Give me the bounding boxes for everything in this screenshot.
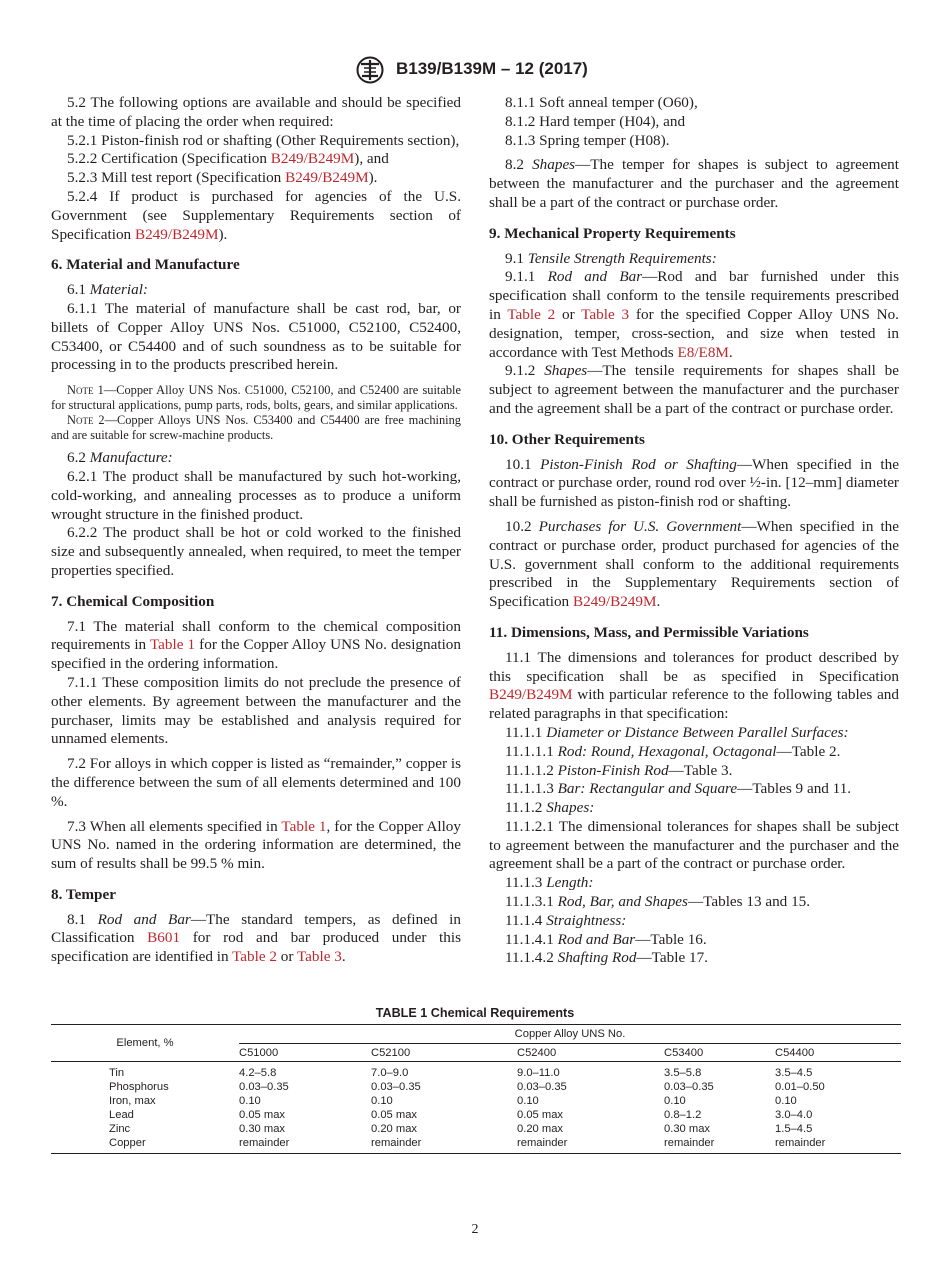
value-cell: 0.20 max <box>517 1123 564 1135</box>
left-column <box>51 94 461 967</box>
section-8-1: 8.1 Rod and Bar—The standard tempers, as defined in Classification B601 for rod and bar produced under this specification are identified in Table 2 or Table 3. <box>51 910 461 966</box>
link-table-2[interactable]: Table 2 <box>507 305 556 323</box>
value-cell: 0.05 max <box>517 1109 564 1121</box>
section-11-1-2-1: 11.1.2.1 The dimensional tolerances for shapes shall be subject to agreement between the manufacturer and the purchaser and the agreement shall be a part of the contract or purchase order. <box>489 817 899 873</box>
value-cell: 0.03–0.35 <box>517 1081 567 1093</box>
link-b249[interactable]: B249/B249M <box>134 225 219 243</box>
section-11-1-1-3: 11.1.1.3 Bar: Rectangular and Square—Tables 9 and 11. <box>505 780 852 798</box>
value-cell: 0.10 <box>517 1095 539 1107</box>
value-cell: 3.5–5.8 <box>664 1067 702 1079</box>
element-name-cell: Iron, max <box>109 1095 156 1107</box>
alloy-group-header: Copper Alloy UNS No. <box>239 1025 901 1044</box>
link-b249[interactable]: B249/B249M <box>572 593 657 611</box>
element-header: Element, % <box>51 1025 239 1062</box>
section-11-1-1: 11.1.1 Diameter or Distance Between Parallel Surfaces: <box>505 723 849 741</box>
section-11-1-3: 11.1.3 Length: <box>505 874 594 892</box>
link-table-2[interactable]: Table 2 <box>232 948 277 966</box>
alloy-header: C52100 <box>371 1044 517 1062</box>
section-6-1: 6.1 Material: <box>67 281 148 299</box>
value-cell: 0.10 <box>239 1095 261 1107</box>
value-cell: 0.05 max <box>239 1109 286 1121</box>
section-11-1-4: 11.1.4 Straightness: <box>505 911 627 929</box>
value-cell: 0.30 max <box>664 1123 711 1135</box>
table-row <box>51 1094 901 1108</box>
section-9-1: 9.1 Tensile Strength Requirements: <box>505 249 717 267</box>
section-9-1-2: 9.1.2 Shapes—The tensile requirements for shapes shall be subject to agreement between the manufacturer and the purchaser and the agreement shall be a part of the contract or purchase order. <box>489 362 899 417</box>
value-cell: 0.03–0.35 <box>664 1081 714 1093</box>
heading-10: 10. Other Requirements <box>489 430 645 448</box>
section-8-1-1: 8.1.1 Soft anneal temper (O60), <box>505 94 698 111</box>
heading-9: 9. Mechanical Property Requirements <box>489 224 736 242</box>
value-cell: remainder <box>371 1136 517 1154</box>
section-11-1-1-1: 11.1.1.1 Rod: Round, Hexagonal, Octagonal—Table 2. <box>505 742 841 760</box>
alloy-header: C53400 <box>664 1044 775 1062</box>
page-header <box>0 58 950 82</box>
chemical-requirements-table <box>51 1024 901 1154</box>
heading-7: 7. Chemical Composition <box>51 592 215 610</box>
table-row <box>51 1136 901 1154</box>
link-e8[interactable]: E8/E8M <box>677 343 729 361</box>
section-11-1: 11.1 The dimensions and tolerances for product described by this specification shall be as specified in Specification B249/B249M with particular reference to the following tables and related paragraphs in that specification: <box>489 648 899 723</box>
value-cell: 0.8–1.2 <box>664 1109 702 1121</box>
table-row <box>51 1080 901 1094</box>
section-6-2-1: 6.2.1 The product shall be manufactured by such hot-working, cold-working, and annealing processes as to produce a uniform wrought structure in the finished product. <box>51 467 461 523</box>
section-11-1-3-1: 11.1.3.1 Rod, Bar, and Shapes—Tables 13 and 15. <box>505 893 811 911</box>
section-11-1-2: 11.1.2 Shapes: <box>505 799 595 817</box>
value-cell: 0.03–0.35 <box>239 1081 289 1093</box>
link-table-1[interactable]: Table 1 <box>281 817 327 835</box>
table-row <box>51 1122 901 1136</box>
section-6-2-2: 6.2.2 The product shall be hot or cold worked to the finished size and subsequently annealed, when required, to meet the temper properties specified. <box>51 524 461 579</box>
section-11-1-1-2: 11.1.1.2 Piston-Finish Rod—Table 3. <box>505 761 733 779</box>
astm-logo-icon <box>353 56 387 84</box>
value-cell: 0.05 max <box>371 1109 418 1121</box>
right-column <box>489 94 899 968</box>
heading-8: 8. Temper <box>51 885 116 903</box>
value-cell: 0.20 max <box>371 1123 418 1135</box>
element-name-cell: Lead <box>109 1109 134 1121</box>
section-5-2-1: 5.2.1 Piston-finish rod or shafting (Other Requirements section), <box>67 131 460 149</box>
section-8-1-3: 8.1.3 Spring temper (H08). <box>505 131 670 149</box>
section-5-2-2: 5.2.2 Certification (Specification B249/B249M), and <box>67 150 389 168</box>
note-1: Note 1—Copper Alloy UNS Nos. C51000, C52100, and C52400 are suitable for structural applications, pump parts, rods, bolts, gears, and similar applications. <box>51 383 461 413</box>
value-cell: 0.01–0.50 <box>775 1081 825 1093</box>
alloy-header: C52400 <box>517 1044 664 1062</box>
value-cell: 7.0–9.0 <box>371 1067 409 1079</box>
value-cell: remainder <box>239 1136 371 1154</box>
value-cell: 0.10 <box>664 1095 686 1107</box>
section-10-2: 10.2 Purchases for U.S. Government—When specified in the contract or purchase order, product purchased for agencies of the U.S. government shall conform to the additional requirements prescribed in the Supplementary Requirements section of Specification B249/B249M. <box>489 517 899 611</box>
value-cell: remainder <box>517 1136 664 1154</box>
value-cell: 1.5–4.5 <box>775 1123 813 1135</box>
section-11-1-4-2: 11.1.4.2 Shafting Rod—Table 17. <box>505 949 708 967</box>
alloy-header: C54400 <box>775 1044 901 1062</box>
section-7-3: 7.3 When all elements specified in Table 1, for the Copper Alloy UNS No. named in the ordering information are determined, the sum of results shall be 99.5 % min. <box>51 817 461 873</box>
standard-designation: B139/B139M – 12 (2017) <box>396 59 588 78</box>
heading-11: 11. Dimensions, Mass, and Permissible Variations <box>489 623 809 641</box>
table-row <box>51 1062 901 1081</box>
link-b601[interactable]: B601 <box>147 929 181 947</box>
value-cell: 0.10 <box>775 1095 797 1107</box>
heading-6: 6. Material and Manufacture <box>51 256 240 274</box>
section-8-2: 8.2 Shapes—The temper for shapes is subject to agreement between the manufacturer and the purchaser and the agreement shall be a part of the contract or purchase order. <box>489 156 899 211</box>
value-cell: 3.0–4.0 <box>775 1109 813 1121</box>
section-7-1: 7.1 The material shall conform to the chemical composition requirements in Table 1 for the Copper Alloy UNS No. designation specified in the ordering information. <box>51 617 461 673</box>
page-number: 2 <box>471 1222 479 1237</box>
section-7-2: 7.2 For alloys in which copper is listed as “remainder,” copper is the difference between the sum of all elements determined and 100 %. <box>51 755 461 810</box>
element-name-cell: Copper <box>51 1136 239 1154</box>
section-10-1: 10.1 Piston-Finish Rod or Shafting—When specified in the contract or purchase order, round rod over ½-in. [12–mm] diameter shall be furnished as piston-finish rod or shafting. <box>489 455 899 511</box>
element-name-cell: Zinc <box>109 1123 131 1135</box>
value-cell: 3.5–4.5 <box>775 1067 813 1079</box>
link-b249[interactable]: B249/B249M <box>285 169 369 187</box>
alloy-header: C51000 <box>239 1044 371 1062</box>
link-table-3[interactable]: Table 3 <box>296 948 342 966</box>
section-7-1-1: 7.1.1 These composition limits do not preclude the presence of other elements. By agreement between the manufacturer and the purchaser, limits may be established and analysis required for unnamed elements. <box>51 673 461 748</box>
value-cell: 0.30 max <box>239 1123 286 1135</box>
section-9-1-1: 9.1.1 Rod and Bar—Rod and bar furnished under this specification shall conform to the tensile requirements prescribed in Table 2 or Table 3 for the specified Copper Alloy UNS No. designation, temper, cross-section, and size when tested in accordance with Test Methods E8/E8M. <box>489 268 899 361</box>
section-5-2-3: 5.2.3 Mill test report (Specification B249/B249M). <box>67 169 378 187</box>
table-1-title: TABLE 1 Chemical Requirements <box>375 1006 575 1020</box>
value-cell: 4.2–5.8 <box>239 1067 277 1079</box>
section-6-1-1: 6.1.1 The material of manufacture shall be cast rod, bar, or billets of Copper Alloy UNS Nos. C51000, C52100, C52400, C53400, or C54400 and of such soundness as to be suitable for processing in to the products prescribed herein. <box>51 299 461 374</box>
link-table-1[interactable]: Table 1 <box>149 636 196 654</box>
value-cell: 0.10 <box>371 1095 393 1107</box>
link-table-3[interactable]: Table 3 <box>581 305 630 323</box>
element-name-cell: Phosphorus <box>109 1081 169 1093</box>
section-8-1-2: 8.1.2 Hard temper (H04), and <box>505 112 686 130</box>
value-cell: remainder <box>775 1136 901 1154</box>
section-5-2: 5.2 The following options are available and should be specified at the time of placing the order when required: <box>51 94 461 130</box>
section-6-2: 6.2 Manufacture: <box>67 449 173 467</box>
section-11-1-4-1: 11.1.4.1 Rod and Bar—Table 16. <box>505 930 707 948</box>
value-cell: 9.0–11.0 <box>517 1067 560 1079</box>
note-2: Note 2—Copper Alloys UNS Nos. C53400 and C54400 are free machining and are suitable for screw-machine products. <box>51 413 461 443</box>
link-b249[interactable]: B249/B249M <box>489 686 573 704</box>
table-row <box>51 1108 901 1122</box>
value-cell: remainder <box>664 1136 775 1154</box>
section-5-2-4: 5.2.4 If product is purchased for agencies of the U.S. Government (see Supplementary Requirements section of Specification B249/B249M). <box>51 187 461 243</box>
value-cell: 0.03–0.35 <box>371 1081 421 1093</box>
link-b249[interactable]: B249/B249M <box>270 150 355 168</box>
element-name-cell: Tin <box>109 1067 125 1079</box>
